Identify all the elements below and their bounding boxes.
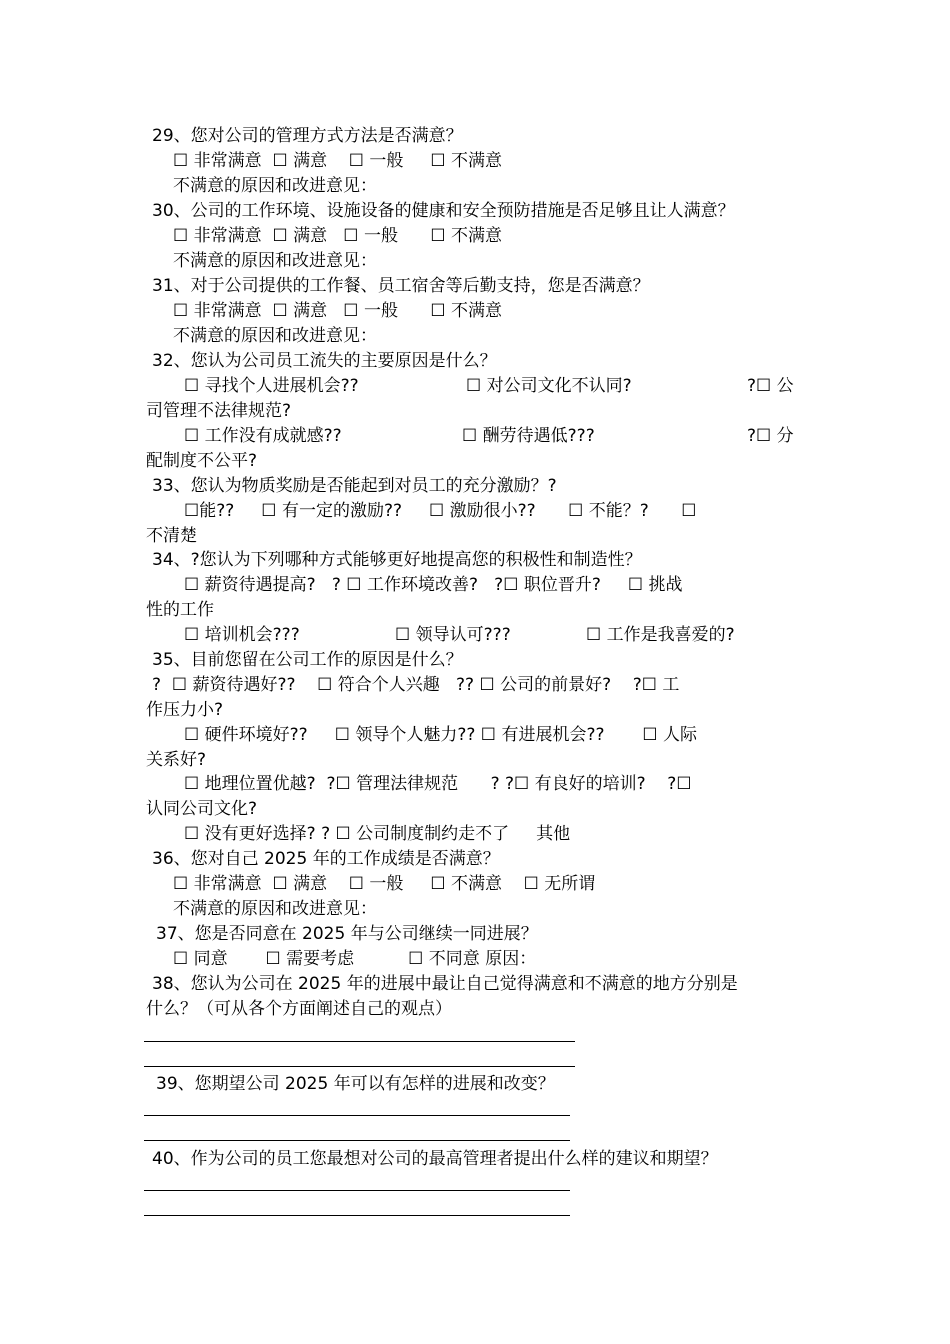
q39-answer-line-2[interactable]: [144, 1140, 570, 1141]
q31-reason-label: 不满意的原因和改进意见：: [173, 326, 377, 346]
q36-options: ☐ 非常满意 ☐ 满意 ☐ 一般 ☐ 不满意 ☐ 无所谓: [173, 874, 596, 894]
q39-title: 39、您期望公司 2025 年可以有怎样的进展和改变？: [156, 1074, 555, 1094]
q35-options-row3: ☐ 地理位置优越? ?☐ 管理法律规范 ? ?☐ 有良好的培训? ?☐: [184, 774, 692, 794]
q35-options-row3-end: 认同公司文化?: [146, 799, 258, 819]
q37-options: ☐ 同意 ☐ 需要考虑 ☐ 不同意 原因：: [173, 949, 537, 969]
q33-title: 33、您认为物质奖励是否能起到对员工的充分激励？?: [152, 476, 557, 496]
q32-option-3-end: 司管理不法律规范?: [146, 401, 292, 421]
q34-options-row1: ☐ 薪资待遇提高? ? ☐ 工作环境改善? ?☐ 职位晋升? ☐ 挑战: [184, 575, 683, 595]
q34-option-training: ☐ 培训机会???: [184, 625, 300, 645]
q30-options: ☐ 非常满意 ☐ 满意 ☐ 一般 ☐ 不满意: [173, 226, 503, 246]
q33-options-end: 不清楚: [146, 526, 197, 546]
q32-option-5: ☐ 酬劳待遇低???: [462, 426, 595, 446]
q34-options-row1-end: 性的工作: [146, 600, 214, 620]
q38-answer-line-1[interactable]: [144, 1041, 575, 1042]
q34-option-love-work: ☐ 工作是我喜爱的?: [586, 625, 735, 645]
q29-reason-label: 不满意的原因和改进意见：: [173, 176, 377, 196]
q38-title: 38、您认为公司在 2025 年的进展中最让自己觉得满意和不满意的地方分别是: [152, 974, 738, 994]
q31-title: 31、对于公司提供的工作餐、员工宿舍等后勤支持，您是否满意？: [152, 276, 650, 296]
q35-options-row2-end: 关系好?: [146, 750, 207, 770]
q36-reason-label: 不满意的原因和改进意见：: [173, 899, 377, 919]
q35-options-row1: ? ☐ 薪资待遇好?? ☐ 符合个人兴趣 ?? ☐ 公司的前景好? ?☐ 工: [152, 675, 680, 695]
q30-title: 30、公司的工作环境、设施设备的健康和安全预防措施是否足够且让人满意？: [152, 201, 735, 221]
q35-options-row2: ☐ 硬件环境好?? ☐ 领导个人魅力?? ☐ 有进展机会?? ☐ 人际: [184, 725, 697, 745]
q32-option-2: ☐ 对公司文化不认同?: [466, 376, 632, 396]
q32-option-4: ☐ 工作没有成就感??: [184, 426, 342, 446]
q33-options: ☐能?? ☐ 有一定的激励?? ☐ 激励很小?? ☐ 不能？? ☐: [184, 501, 697, 521]
q34-title: 34、?您认为下列哪种方式能够更好地提高您的积极性和制造性？: [152, 550, 642, 570]
q37-title: 37、您是否同意在 2025 年与公司继续一同进展？: [156, 924, 538, 944]
q35-options-row4: ☐ 没有更好选择? ? ☐ 公司制度制约走不了 其他: [184, 824, 571, 844]
q39-answer-line-1[interactable]: [144, 1115, 570, 1116]
q34-option-recognition: ☐ 领导认可???: [395, 625, 511, 645]
q29-title: 29、您对公司的管理方式方法是否满意？: [152, 126, 463, 146]
q40-answer-line-2[interactable]: [144, 1215, 570, 1216]
q40-title: 40、作为公司的员工您最想对公司的最高管理者提出什么样的建议和期望？: [152, 1149, 718, 1169]
q32-option-6-end: 配制度不公平?: [146, 451, 258, 471]
q32-option-6-start: ?☐ 分: [747, 426, 794, 446]
q31-options: ☐ 非常满意 ☐ 满意 ☐ 一般 ☐ 不满意: [173, 301, 503, 321]
q32-title: 32、您认为公司员工流失的主要原因是什么？: [152, 351, 497, 371]
q38-title-end: 什么？（可从各个方面阐述自己的观点）: [146, 999, 452, 1019]
q35-options-row1-end: 作压力小?: [146, 700, 224, 720]
q35-title: 35、目前您留在公司工作的原因是什么？: [152, 650, 463, 670]
q36-title: 36、您对自己 2025 年的工作成绩是否满意？: [152, 849, 500, 869]
q30-reason-label: 不满意的原因和改进意见：: [173, 251, 377, 271]
q38-answer-line-2[interactable]: [144, 1066, 575, 1067]
q29-options: ☐ 非常满意 ☐ 满意 ☐ 一般 ☐ 不满意: [173, 151, 503, 171]
q32-option-1: ☐ 寻找个人进展机会??: [184, 376, 359, 396]
q32-option-3-start: ?☐ 公: [747, 376, 794, 396]
q40-answer-line-1[interactable]: [144, 1190, 570, 1191]
